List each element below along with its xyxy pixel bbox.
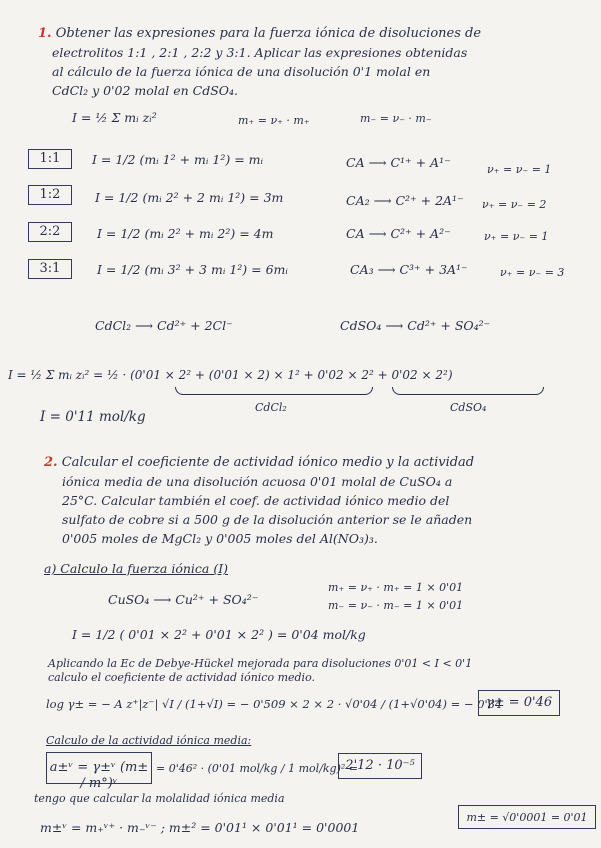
case-3-nu: ν₊ = ν₋ = 1 [484, 230, 549, 243]
case-4-label: 3:1 [39, 261, 61, 276]
problem-1-line-3: al cálculo de la fuerza iónica de una disolución 0'1 molal en [52, 64, 431, 79]
m-minus-calc: m₋ = ν₋ · m₋ = 1 × 0'01 [328, 599, 464, 612]
activity-title: Calculo de la actividad iónica media: [46, 734, 252, 747]
dissociation-cuso4: CuSO₄ ⟶ Cu²⁺ + SO₄²⁻ [108, 592, 259, 607]
problem-2-line-1: Calcular el coeficiente de actividad iónico medio y la actividad [61, 455, 475, 470]
case-4-nu: ν₊ = ν₋ = 3 [500, 266, 565, 279]
problem-2-line-2: iónica media de una disolución acuosa 0'01 molal de CuSO₄ a [62, 474, 453, 489]
dissociation-cdcl2: CdCl₂ ⟶ Cd²⁺ + 2Cl⁻ [95, 318, 233, 333]
ionic-strength-result: I = 0'11 mol/kg [40, 409, 146, 425]
step-a-title [44, 561, 228, 576]
problem-2-number: 2. [44, 455, 58, 470]
m-plus-def: m₊ = ν₊ · m₊ [238, 114, 310, 127]
general-formula: I = ½ Σ mᵢ zᵢ² [72, 110, 157, 125]
case-2-formula: I = 1/2 (mᵢ 2² + 2 mᵢ 1²) = 3m [95, 190, 284, 205]
brace-cdso4-label: CdSO₄ [450, 401, 487, 414]
case-3-label: 2:2 [39, 224, 61, 239]
problem-1-line-2: electrolitos 1:1 , 2:1 , 2:2 y 3:1. Aplicar las expresiones obtenidas [52, 45, 468, 60]
ionic-strength-cuso4: I = 1/2 ( 0'01 × 2² + 0'01 × 2² ) = 0'04 mol/kg [72, 627, 366, 642]
problem-2-line-3: 25°C. Calcular también el coef. de actividad iónico medio del [62, 493, 450, 508]
debye-huckel-formula: log γ± = − A z⁺|z⁻| √I / (1+√I) = − 0'509 × 2 × 2 · √0'04 / (1+√0'04) = − 0'34 [46, 697, 503, 711]
gamma-result: γ± = 0'46 [485, 695, 553, 710]
brace-cdcl2 [175, 387, 373, 395]
step-a-text: a) Calculo la fuerza iónica (I) [44, 561, 229, 576]
molality-result-box [458, 805, 596, 829]
activity-calc: = 0'46² · (0'01 mol/kg / 1 mol/kg)² = [156, 762, 359, 775]
molality-text: tengo que calcular la molalidad iónica media [34, 792, 285, 805]
activity-result-box [338, 753, 422, 779]
case-4-reaction: CA₃ ⟶ C³⁺ + 3A¹⁻ [350, 262, 468, 277]
problem-2-line-5: 0'005 moles de MgCl₂ y 0'005 moles del Al(NO₃)₃. [62, 531, 378, 546]
case-2-reaction: CA₂ ⟶ C²⁺ + 2A¹⁻ [346, 193, 464, 208]
ionic-strength-calc: I = ½ Σ mᵢ zᵢ² = ½ · (0'01 × 2² + (0'01 × 2) × 1² + 0'02 × 2² + 0'02 × 2²) [8, 368, 453, 382]
problem-1-line-1: Obtener las expresiones para la fuerza iónica de disoluciones de [55, 26, 482, 41]
case-2-box [28, 185, 72, 205]
brace-cdso4 [392, 387, 544, 395]
problem-1-statement [38, 26, 481, 41]
case-1-box [28, 149, 72, 169]
debye-huckel-text-2: calculo el coeficiente de actividad iónico medio. [48, 671, 315, 684]
debye-huckel-text-1: Aplicando la Ec de Debye-Hückel mejorada para disoluciones 0'01 < I < 0'1 [48, 657, 473, 670]
gamma-result-box [478, 690, 560, 716]
case-1-label: 1:1 [39, 151, 61, 166]
dissociation-cdso4: CdSO₄ ⟶ Cd²⁺ + SO₄²⁻ [340, 318, 491, 333]
case-1-reaction: CA ⟶ C¹⁺ + A¹⁻ [346, 155, 451, 170]
case-3-box [28, 222, 72, 242]
case-4-box [28, 259, 72, 279]
problem-2-line-4: sulfato de cobre si a 500 g de la disolución anterior se le añaden [62, 512, 473, 527]
case-3-formula: I = 1/2 (mᵢ 2² + mᵢ 2²) = 4m [97, 226, 274, 241]
case-2-label: 1:2 [39, 187, 61, 202]
activity-formula-box [46, 752, 152, 791]
molality-result: m± = √0'0001 = 0'01 [466, 811, 588, 824]
activity-result: 2'12 · 10⁻⁵ [345, 758, 415, 773]
case-2-nu: ν₊ = ν₋ = 2 [482, 198, 547, 211]
problem-2-statement [44, 455, 474, 470]
problem-1-line-4: CdCl₂ y 0'02 molal en CdSO₄. [52, 83, 238, 98]
case-3-reaction: CA ⟶ C²⁺ + A²⁻ [346, 226, 451, 241]
case-4-formula: I = 1/2 (mᵢ 3² + 3 mᵢ 1²) = 6mᵢ [97, 262, 288, 277]
m-plus-calc: m₊ = ν₊ · m₊ = 1 × 0'01 [328, 581, 464, 594]
problem-1-number: 1. [38, 26, 52, 41]
case-1-nu: ν₊ = ν₋ = 1 [487, 163, 552, 176]
brace-cdcl2-label: CdCl₂ [255, 401, 287, 414]
case-1-formula: I = 1/2 (mᵢ 1² + mᵢ 1²) = mᵢ [92, 152, 264, 167]
molality-formula: m±ᵛ = m₊ᵛ⁺ · m₋ᵛ⁻ ; m±² = 0'01¹ × 0'01¹ = 0'0001 [40, 820, 360, 835]
m-minus-def: m₋ = ν₋ · m₋ [360, 112, 432, 125]
activity-formula: a±ᵛ = γ±ᵛ (m± / m°)ᵛ [49, 760, 149, 791]
